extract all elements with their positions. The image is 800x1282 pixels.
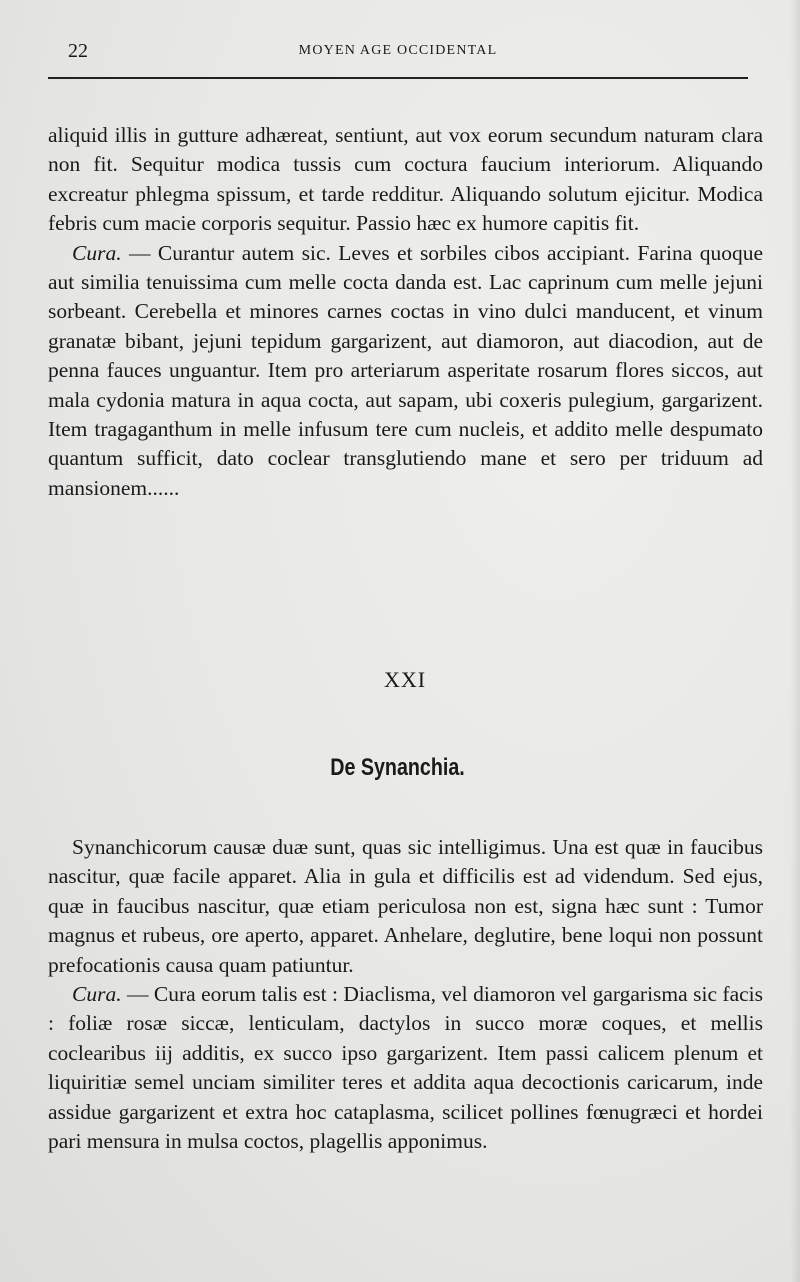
- cura-text: — Cura eorum talis est : Diaclisma, vel diamoron vel gargarisma sic facis : foliæ rosæ siccæ, lenticulam, dactylos in succo moræ coques, et mellis coclearibus iij additis, ex succo ipso gargarizent. Item passi calicem plenum et liquiritiæ semel unciam similiter teres et addita aqua decoctionis caricarum, inde assidue gargarizent et extra hoc cataplasma, scilicet pollines fœnugræci et hordei pari mensura in mulsa coctos, plagellis apponimus.: [48, 982, 763, 1154]
- chapter-number: XXI: [383, 667, 427, 692]
- chapter-title: De Synanchia.: [330, 754, 465, 781]
- cura-paragraph: [48, 980, 763, 1156]
- paragraph: Synanchicorum causæ duæ sunt, quas sic intelligimus. Una est quæ in faucibus nascitur, quæ facile apparet. Alia in gula et difficilis est ad videndum. Sed ejus, quæ in faucibus nascitur, quæ etiam periculosa non est, signa hæc sunt : Tumor magnus et rubeus, ore aperto, apparet. Anhelare, deglutire, bene loqui non possunt prefocationis causa quam patiuntur.: [48, 835, 763, 977]
- header-rule: [48, 77, 748, 79]
- cura-paragraph: [48, 239, 763, 504]
- cura-label: Cura.: [72, 240, 122, 265]
- running-head-title: MOYEN AGE OCCIDENTAL: [298, 43, 498, 58]
- paragraph: aliquid illis in gutture adhæreat, sentiunt, aut vox eorum secundum naturam clara non fit. Sequitur modica tussis cum coctura faucium interiorum. Aliquando excreatur phlegma spissum, et tarde redditur. Aliquando solutum ejicitur. Modica febris cum macie corporis sequitur. Passio hæc ex humore capitis fit.: [48, 123, 763, 236]
- cura-text: — Curantur autem sic. Leves et sorbiles cibos accipiant. Farina quoque aut similia tenuissima cum melle cocta danda est. Lac caprinum cum melle jejuni sorbeant. Cerebella et minores carnes coctas in vino dulci manducent, et vinum granatæ bibant, jejuni tepidum gargarizent, aut diamoron, aut diacodion, aut de penna fauces unguantur. Item pro arteriarum asperitate rosarum flores siccos, aut mala cydonia matura in aqua cocta, aut sapam, ubi coxeris pulegium, gargarizent. Item tragaganthum in melle infusum tere cum nucleis, et addito melle despumato quantum sufficit, dato coclear transglutiendo mane et sero per triduum ad mansionem......: [48, 240, 763, 500]
- cura-label: Cura.: [72, 982, 122, 1007]
- page-number: 22: [68, 40, 88, 62]
- section-text-continued: [48, 121, 763, 503]
- chapter-text: [48, 833, 763, 1156]
- page-edge-shadow: [790, 0, 800, 1282]
- running-head: [48, 38, 748, 66]
